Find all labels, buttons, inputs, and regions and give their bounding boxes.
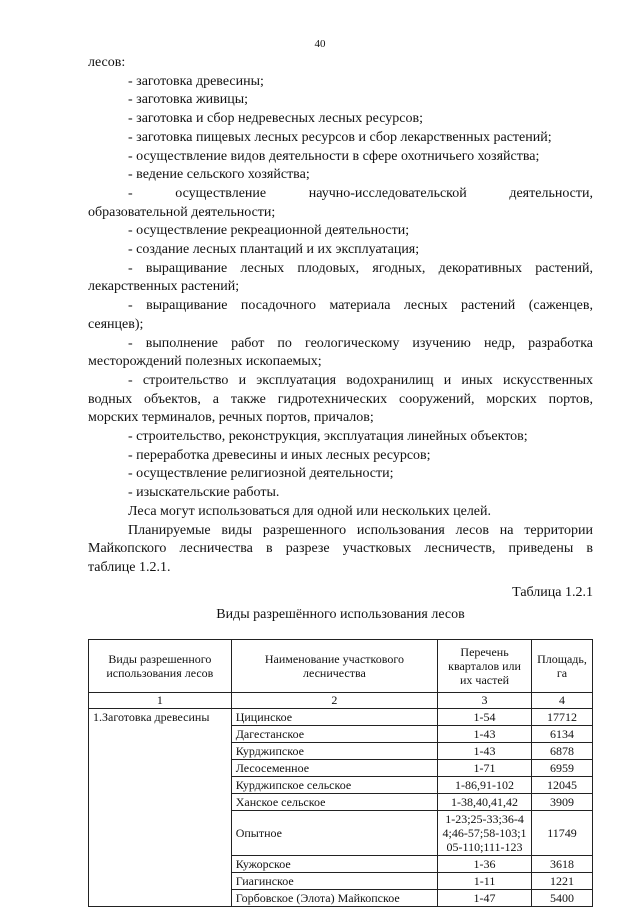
paragraph-line: Леса могут использоваться для одной или нескольких целей. (128, 503, 492, 519)
table-row (89, 709, 593, 726)
area-cell: 6959 (531, 760, 592, 777)
page-number: 40 (314, 38, 326, 50)
area-cell: 11749 (531, 811, 592, 856)
table-label: Таблица 1.2.1 (512, 584, 593, 600)
use-type-cell: 1.Заготовка древесины (89, 709, 232, 907)
forestry-name-cell: Дагестанское (231, 726, 437, 743)
column-header: Перечень кварталов или их частей (438, 640, 532, 693)
forest-use-table (88, 639, 593, 907)
list-item: - заготовка живицы; (128, 92, 249, 108)
forestry-name-cell: Горбовское (Элота) Майкопское (231, 890, 437, 907)
list-item: - создание лесных плантаций и их эксплуатация; (128, 242, 420, 258)
quarters-cell: 1-86,91-102 (438, 777, 532, 794)
forestry-name-cell: Гиагинское (231, 873, 437, 890)
list-item: - строительство и эксплуатация водохранилищ и иных искусственных (128, 372, 593, 388)
area-cell: 3909 (531, 794, 592, 811)
paragraph-line: Майкопского лесничества в разрезе участковых лесничеств, приведены в (88, 541, 593, 557)
text-line: водных объектов, а также гидротехнических сооружений, морских портов, (88, 391, 593, 407)
column-number-row (89, 693, 593, 709)
quarters-cell: 1-38,40,41,42 (438, 794, 532, 811)
column-number: 1 (89, 693, 232, 709)
forestry-name-cell: Цицинское (231, 709, 437, 726)
column-header: Площадь, га (531, 640, 592, 693)
area-cell: 3618 (531, 856, 592, 873)
area-cell: 6878 (531, 743, 592, 760)
list-item: - осуществление научно-исследовательской деятельности, (128, 185, 593, 201)
list-item: - заготовка и сбор недревесных лесных ресурсов; (128, 111, 423, 127)
list-item: - ведение сельского хозяйства; (128, 167, 310, 183)
area-cell: 12045 (531, 777, 592, 794)
quarters-cell: 1-23;25-33;36-44;46-57;58-103;105-110;111-123 (438, 811, 532, 856)
list-item: - выращивание посадочного материала лесных растений (саженцев, (128, 298, 593, 314)
quarters-cell: 1-36 (438, 856, 532, 873)
list-item: - строительство, реконструкция, эксплуатация линейных объектов; (128, 429, 528, 445)
area-cell: 5400 (531, 890, 592, 907)
column-number: 2 (231, 693, 437, 709)
text-line: месторождений полезных ископаемых; (88, 354, 322, 370)
column-header: Наименование участкового лесничества (231, 640, 437, 693)
quarters-cell: 1-43 (438, 726, 532, 743)
quarters-cell: 1-43 (438, 743, 532, 760)
table-title: Виды разрешённого использования лесов (216, 607, 465, 623)
text-line: лекарственных растений; (88, 279, 240, 295)
table-header-row (89, 640, 593, 693)
text-line: сеянцев); (88, 316, 144, 332)
quarters-cell: 1-47 (438, 890, 532, 907)
quarters-cell: 1-71 (438, 760, 532, 777)
quarters-cell: 1-54 (438, 709, 532, 726)
forestry-name-cell: Курджипское (231, 743, 437, 760)
forestry-name-cell: Кужорское (231, 856, 437, 873)
paragraph-line: таблице 1.2.1. (88, 559, 171, 575)
text-line: морских терминалов, речных портов, причалов; (88, 410, 374, 426)
paragraph-line: Планируемые виды разрешенного использования лесов на территории (128, 522, 593, 538)
list-item: - осуществление видов деятельности в сфере охотничьего хозяйства; (128, 148, 540, 164)
column-number: 4 (531, 693, 592, 709)
list-item: - выполнение работ по геологическому изучению недр, разработка (128, 335, 593, 351)
list-item: - заготовка пищевых лесных ресурсов и сбор лекарственных растений; (128, 129, 552, 145)
list-item: - осуществление рекреационной деятельности; (128, 223, 410, 239)
text-line: лесов: (88, 55, 126, 70)
area-cell: 17712 (531, 709, 592, 726)
column-number: 3 (438, 693, 532, 709)
list-item: - заготовка древесины; (128, 73, 264, 89)
forestry-name-cell: Опытное (231, 811, 437, 856)
forestry-name-cell: Курджипское сельское (231, 777, 437, 794)
forestry-name-cell: Ханское сельское (231, 794, 437, 811)
list-item: - переработка древесины и иных лесных ресурсов; (128, 447, 431, 463)
document-body (88, 54, 593, 907)
area-cell: 1221 (531, 873, 592, 890)
list-item: - выращивание лесных плодовых, ягодных, декоративных растений, (128, 260, 593, 276)
forestry-name-cell: Лесосеменное (231, 760, 437, 777)
list-item: - изыскательские работы. (128, 485, 280, 501)
text-line: образовательной деятельности; (88, 204, 276, 220)
area-cell: 6134 (531, 726, 592, 743)
column-header: Виды разрешенного использования лесов (89, 640, 232, 693)
list-item: - осуществление религиозной деятельности; (128, 466, 394, 482)
quarters-cell: 1-11 (438, 873, 532, 890)
